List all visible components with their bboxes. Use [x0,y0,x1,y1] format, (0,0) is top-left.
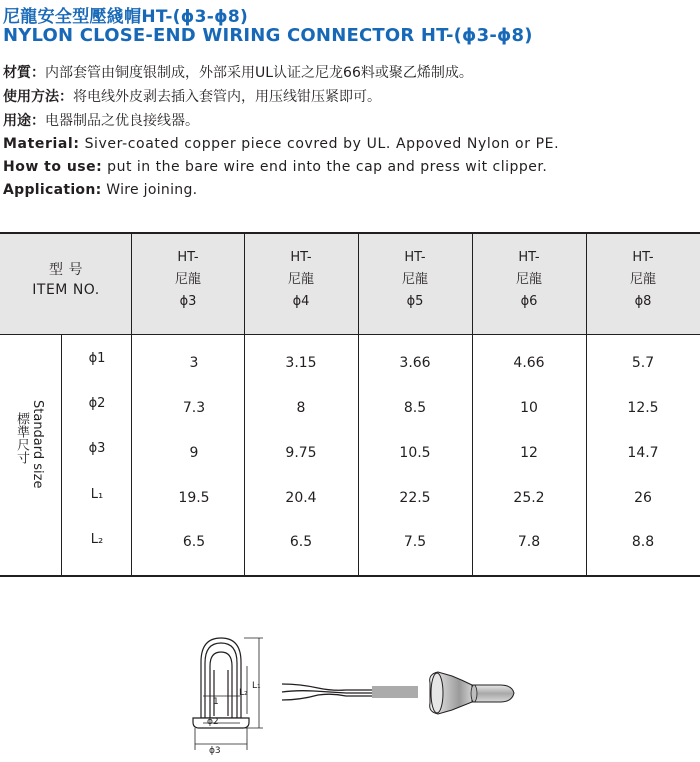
table-cell: 26 [634,490,652,506]
col-header-line3: ϕ8 [634,294,652,309]
item-no-en: ITEM NO. [32,282,100,298]
col-header-line2: 尼龍 [629,272,656,287]
usage-cn [3,87,381,107]
table-cell: 14.7 [627,445,659,461]
col-header-line1: HT- [404,250,426,265]
usage-cn-sep: ： [59,89,73,105]
usage-en-label: How to use: [3,159,103,175]
material-en [3,134,559,154]
table-top-border [0,232,700,234]
usage-cn-text: 将电线外皮剥去插入套管内，用压线钳压紧即可。 [73,89,381,105]
spec-table [0,232,700,577]
col-header-line2: 尼龍 [401,272,428,287]
table-cell: 6.5 [182,534,206,550]
col-header-line2: 尼龍 [174,272,201,287]
application-cn-label: 用途 [3,113,31,129]
row-label-phi2: ϕ2 [88,396,106,411]
table-cell: 9 [189,445,199,461]
col-header-phi5 [359,247,471,313]
table-cell: 8.5 [403,400,427,416]
table-cell: 7.5 [403,534,427,550]
col-header-line3: ϕ3 [179,294,197,309]
label-l1: L₁ [252,681,261,691]
table-cell: 4.66 [513,355,545,371]
material-cn [3,63,473,83]
title-chinese: 尼龍安全型壓綫帽HT-(ϕ3-ϕ8) [3,7,249,27]
table-cell: 12.5 [627,400,659,416]
row-label-phi1: ϕ1 [88,351,106,366]
application-cn-text: 电器制品之优良接线器。 [45,113,199,129]
table-cell: 10 [520,400,538,416]
table-cell: 9.75 [285,445,317,461]
col-header-phi4 [245,247,357,313]
table-cell: 3 [189,355,199,371]
application-cn-sep: ： [31,113,45,129]
standard-size-en: Standard size [30,400,45,489]
table-cell: 25.2 [513,490,545,506]
col-header-phi3 [132,247,244,313]
title-english: NYLON CLOSE-END WIRING CONNECTOR HT-(ϕ3-ϕ8) [3,25,533,46]
item-no-cn: 型 号 [49,262,83,278]
table-cell: 5.7 [631,355,655,371]
usage-en [3,157,547,177]
table-cell: 12 [520,445,538,461]
label-phi2: ϕ2 [207,717,219,727]
usage-cn-label: 使用方法 [3,89,59,105]
label-l2: L₂ [239,688,248,698]
standard-size-cn: 標準尺寸 [14,412,29,464]
item-no-header [2,260,130,300]
col-header-line3: ϕ6 [520,294,538,309]
application-en [3,180,197,200]
material-cn-sep: ： [31,65,45,81]
row-label-l2: L₂ [90,532,104,547]
col-header-phi6 [473,247,585,313]
table-cell: 20.4 [285,490,317,506]
material-en-label: Material: [3,136,80,152]
connector-diagram [0,600,700,758]
col-header-line1: HT- [290,250,312,265]
table-cell: 7.8 [517,534,541,550]
col-header-line2: 尼龍 [515,272,542,287]
label-phi1: 1 [213,697,219,707]
diagram-svg [0,600,700,758]
table-cell: 7.3 [182,400,206,416]
stripped-wire-illustration [282,684,418,700]
cap-cross-section [193,638,249,728]
usage-en-text: put in the bare wire end into the cap and press wit clipper. [102,159,548,175]
col-header-phi8 [587,247,699,313]
material-cn-label: 材質 [3,65,31,81]
application-en-text: Wire joining. [101,182,198,198]
material-cn-text: 内部套管由铜度银制成，外部采用UL认证之尼龙66料或聚乙烯制成。 [45,65,473,81]
table-cell: 8.8 [631,534,655,550]
connector-cap-illustration [430,672,514,714]
table-cell: 8 [296,400,306,416]
table-bottom-border [0,575,700,577]
col-header-line1: HT- [632,250,654,265]
col-header-line1: HT- [518,250,540,265]
col-header-line3: ϕ5 [406,294,424,309]
row-label-phi3: ϕ3 [88,441,106,456]
col-header-line3: ϕ4 [292,294,310,309]
label-phi3: ϕ3 [209,746,221,756]
table-cell: 6.5 [289,534,313,550]
standard-size-label [8,400,48,500]
application-cn [3,111,199,131]
col-header-line2: 尼龍 [287,272,314,287]
table-cell: 3.66 [399,355,431,371]
table-cell: 22.5 [399,490,431,506]
material-en-text: Siver-coated copper piece covred by UL. Appoved Nylon or PE. [79,136,560,152]
table-header-divider [0,334,700,335]
table-cell: 10.5 [399,445,431,461]
col-header-line1: HT- [177,250,199,265]
application-en-label: Application: [3,182,102,198]
table-cell: 3.15 [285,355,317,371]
table-cell: 19.5 [178,490,210,506]
row-label-l1: L₁ [90,487,104,502]
